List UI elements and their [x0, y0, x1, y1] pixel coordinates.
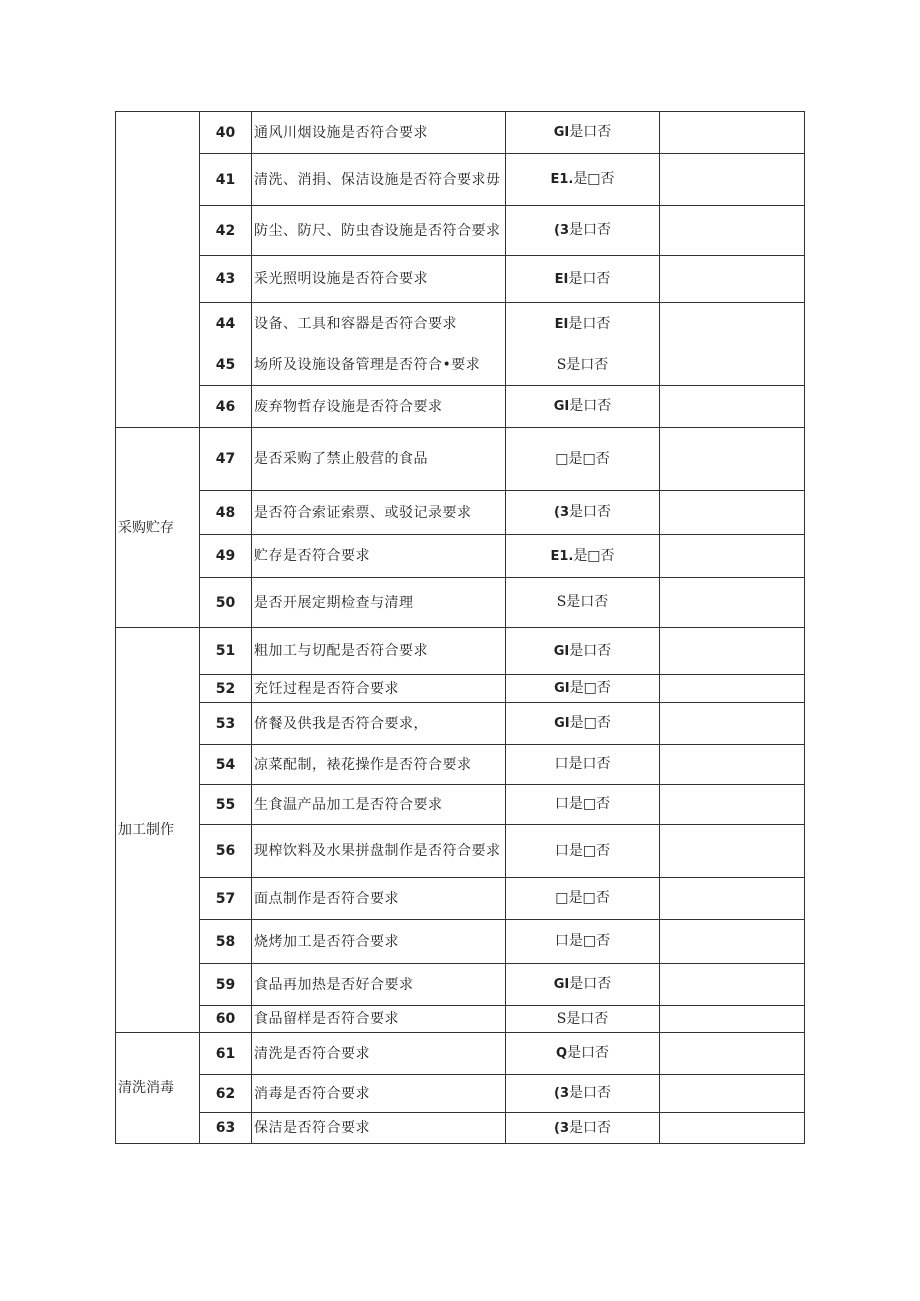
result-cell — [506, 386, 660, 428]
remark-cell — [660, 256, 805, 303]
result-options: 是口否 — [567, 1045, 610, 1061]
result-cell — [506, 1113, 660, 1144]
table-row — [116, 628, 805, 675]
result-options: 是口否 — [569, 642, 612, 659]
result-options: 是口否 — [568, 315, 611, 332]
category-processing: 加工制作 — [116, 628, 200, 1033]
row-number: 58 — [200, 920, 252, 964]
check-item: 是否采购了禁止般营的食品 — [252, 428, 506, 491]
result-mark: GI — [553, 643, 570, 659]
table-row — [116, 535, 805, 578]
check-item: 场所及设施设备管理是否符合•要求 — [252, 346, 506, 386]
row-number: 51 — [200, 628, 252, 675]
result-cell — [506, 491, 660, 535]
remark-cell — [660, 386, 805, 428]
result-mark: (3 — [554, 1086, 569, 1101]
result-cell — [506, 112, 660, 154]
remark-cell — [660, 745, 805, 785]
result-cell — [506, 535, 660, 578]
result-cell — [506, 1075, 660, 1113]
row-number: 49 — [200, 535, 252, 578]
remark-cell — [660, 346, 805, 386]
table-row — [116, 578, 805, 628]
result-cell — [506, 256, 660, 303]
result-options: 是□否 — [569, 680, 611, 696]
table-row — [116, 303, 805, 346]
remark-cell — [660, 578, 805, 628]
result-mark: E1. — [550, 172, 574, 187]
check-item: 烧烤加工是否符合要求 — [252, 920, 506, 964]
result-cell — [506, 303, 660, 346]
result-options: 是口否 — [568, 270, 611, 287]
category-cleaning-disinfection: 清洗消毒 — [116, 1033, 200, 1144]
result-mark: EI — [554, 316, 569, 332]
row-number: 48 — [200, 491, 252, 535]
result-mark: Q — [555, 1046, 568, 1061]
result-cell — [506, 346, 660, 386]
check-item: 粗加工与切配是否符合要求 — [252, 628, 506, 675]
table-row — [116, 825, 805, 878]
result-cell — [506, 964, 660, 1006]
result-options: 口是□否 — [554, 796, 611, 812]
row-number: 60 — [200, 1006, 252, 1033]
result-cell — [506, 703, 660, 745]
check-item: 贮存是否符合要求 — [252, 535, 506, 578]
check-item: 是否符合索证索票、或驳记录要求 — [252, 491, 506, 535]
result-options: 口是口否 — [554, 756, 611, 772]
table-row — [116, 785, 805, 825]
result-options: 是□否 — [569, 715, 611, 731]
result-options: S是口否 — [556, 356, 609, 373]
row-number: 46 — [200, 386, 252, 428]
check-item: 采光照明设施是否符合要求 — [252, 256, 506, 303]
check-item: 清洗是否符合要求 — [252, 1033, 506, 1075]
result-mark: GI — [554, 681, 570, 696]
category-purchase-storage: 采购贮存 — [116, 428, 200, 628]
remark-cell — [660, 303, 805, 346]
result-options: 是□否 — [573, 547, 615, 564]
result-mark: (3 — [554, 223, 569, 238]
check-item: 凉菜配制，裱花操作是否符合要求 — [252, 745, 506, 785]
result-cell — [506, 878, 660, 920]
remark-cell — [660, 1113, 805, 1144]
table-row — [116, 428, 805, 491]
row-number: 44 — [200, 303, 252, 346]
result-mark: GI — [553, 399, 570, 414]
check-item: 通风川烟设施是否符合要求 — [252, 112, 506, 154]
result-cell — [506, 675, 660, 703]
row-number: 53 — [200, 703, 252, 745]
remark-cell — [660, 628, 805, 675]
inspection-table — [115, 111, 805, 1144]
result-mark: EI — [554, 271, 569, 287]
remark-cell — [660, 675, 805, 703]
result-mark: E1. — [550, 548, 574, 564]
result-cell — [506, 1006, 660, 1033]
check-item: 保洁是否符合要求 — [252, 1113, 506, 1144]
row-number: 61 — [200, 1033, 252, 1075]
result-cell — [506, 785, 660, 825]
table-row — [116, 1033, 805, 1075]
remark-cell — [660, 1006, 805, 1033]
remark-cell — [660, 206, 805, 256]
table-row — [116, 964, 805, 1006]
check-item: 防尘、防尺、防虫杳设施是否符合要求 — [252, 206, 506, 256]
result-cell — [506, 206, 660, 256]
remark-cell — [660, 964, 805, 1006]
result-options: □是□否 — [555, 450, 610, 467]
result-options: □是□否 — [555, 890, 610, 906]
check-item: 充饪过程是否符合要求 — [252, 675, 506, 703]
result-options: S是口否 — [556, 1010, 609, 1027]
row-number: 55 — [200, 785, 252, 825]
result-mark: GI — [553, 125, 570, 140]
result-options: S是口否 — [556, 594, 609, 610]
result-options: 是口否 — [569, 398, 612, 414]
result-options: 是口否 — [569, 504, 611, 520]
remark-cell — [660, 428, 805, 491]
remark-cell — [660, 491, 805, 535]
table-row — [116, 675, 805, 703]
category-cell-empty — [116, 112, 200, 428]
result-options: 是□否 — [573, 171, 615, 187]
table-row — [116, 1075, 805, 1113]
check-item: 现榨饮料及水果拼盘制作是否符合要求 — [252, 825, 506, 878]
row-number: 63 — [200, 1113, 252, 1144]
table-row — [116, 154, 805, 206]
row-number: 42 — [200, 206, 252, 256]
result-cell — [506, 578, 660, 628]
table-row — [116, 878, 805, 920]
result-cell — [506, 920, 660, 964]
result-mark: (3 — [554, 505, 569, 520]
result-options: 是口否 — [569, 1085, 611, 1101]
result-cell — [506, 154, 660, 206]
check-item: 生食温产品加工是否符合要求 — [252, 785, 506, 825]
remark-cell — [660, 785, 805, 825]
check-item: 面点制作是否符合要求 — [252, 878, 506, 920]
table-row — [116, 256, 805, 303]
remark-cell — [660, 1075, 805, 1113]
remark-cell — [660, 920, 805, 964]
row-number: 57 — [200, 878, 252, 920]
row-number: 59 — [200, 964, 252, 1006]
result-cell — [506, 628, 660, 675]
check-item: 设备、工具和容器是否符合要求 — [252, 303, 506, 346]
remark-cell — [660, 878, 805, 920]
remark-cell — [660, 825, 805, 878]
table-row — [116, 745, 805, 785]
row-number: 50 — [200, 578, 252, 628]
row-number: 54 — [200, 745, 252, 785]
row-number: 56 — [200, 825, 252, 878]
result-options: 是口否 — [569, 124, 612, 140]
check-item: 侪餐及供我是否符合要求， — [252, 703, 506, 745]
table-row — [116, 1113, 805, 1144]
row-number: 52 — [200, 675, 252, 703]
table-row — [116, 491, 805, 535]
row-number: 41 — [200, 154, 252, 206]
result-options: 是口否 — [569, 976, 612, 992]
check-item: 消毒是否符合要求 — [252, 1075, 506, 1113]
result-cell — [506, 428, 660, 491]
table-row — [116, 206, 805, 256]
table-row — [116, 1006, 805, 1033]
check-item: 废弃物哲存设施是否符合要求 — [252, 386, 506, 428]
remark-cell — [660, 703, 805, 745]
table-row — [116, 920, 805, 964]
result-options: 是口否 — [569, 222, 611, 238]
row-number: 45 — [200, 346, 252, 386]
result-cell — [506, 825, 660, 878]
result-mark: (3 — [554, 1120, 569, 1136]
result-mark: GI — [553, 977, 570, 992]
table-row — [116, 346, 805, 386]
table-row — [116, 112, 805, 154]
row-number: 40 — [200, 112, 252, 154]
result-options: 口是□否 — [554, 933, 611, 949]
result-cell — [506, 745, 660, 785]
check-item: 清洗、消捐、保洁设施是否符合要求毋 — [252, 154, 506, 206]
result-options: 是口否 — [569, 1119, 611, 1136]
remark-cell — [660, 154, 805, 206]
result-mark: GI — [554, 716, 570, 731]
table-row — [116, 386, 805, 428]
check-item: 是否开展定期检查与清理 — [252, 578, 506, 628]
row-number: 62 — [200, 1075, 252, 1113]
check-item: 食品再加热是否好合要求 — [252, 964, 506, 1006]
remark-cell — [660, 535, 805, 578]
result-options: 口是□否 — [554, 842, 611, 859]
table-row — [116, 703, 805, 745]
remark-cell — [660, 1033, 805, 1075]
remark-cell — [660, 112, 805, 154]
row-number: 47 — [200, 428, 252, 491]
check-item: 食品留样是否符合要求 — [252, 1006, 506, 1033]
row-number: 43 — [200, 256, 252, 303]
result-cell — [506, 1033, 660, 1075]
